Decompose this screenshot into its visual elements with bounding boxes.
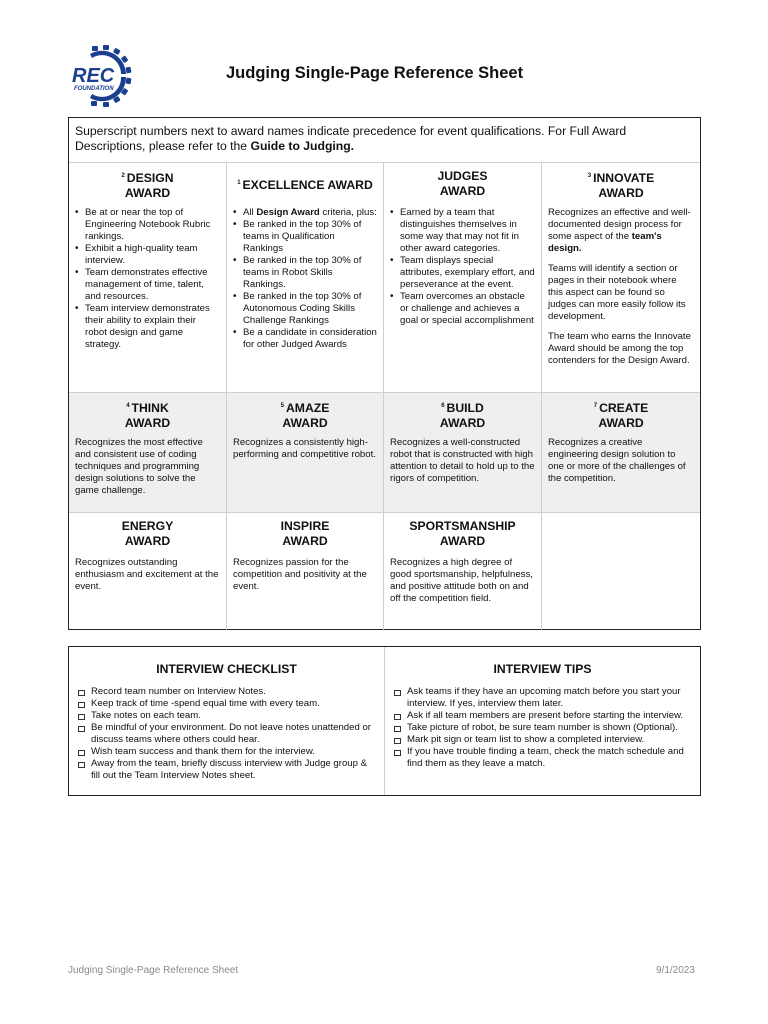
checklist-item: Away from the team, briefly discuss interview with Judge group & fill out the Team Interview Notes sheet. [77, 758, 376, 782]
tip-item: Take picture of robot, be sure team number is shown (Optional). [393, 722, 692, 734]
award-cell-innovate [542, 163, 700, 392]
award-title-think: $^4$ THINK AWARD [124, 401, 171, 430]
svg-text:FOUNDATION: FOUNDATION [74, 86, 114, 92]
interview-tips [384, 647, 700, 795]
list-item: • Be a candidate in consideration for other Judged Awards [233, 327, 377, 351]
checklist-item: Wish team success and thank them for the interview. [77, 746, 376, 758]
award-title-excellence: $^1$ EXCELLENCE AWARD [237, 178, 373, 192]
award-title-create: $^7$ CREATE AWARD [593, 401, 649, 430]
gear-logo-icon [70, 44, 136, 108]
list-item: • Team overcomes an obstacle or challenge and achieves a goal or special accomplishment [390, 291, 535, 327]
list-item: • Team displays special attributes, exemplary effort, and perseverance at the event. [390, 255, 535, 291]
build-desc: Recognizes a well-constructed robot that is constructed with high attention to detail to hold up to the rigors of competition. [390, 437, 535, 484]
create-desc: Recognizes a creative engineering design solution to one or more of the challenges of the competition. [548, 437, 686, 484]
award-cell-sportsmanship [384, 513, 542, 631]
tip-item: Ask if all team members are present before starting the interview. [393, 710, 692, 722]
innovate-desc-2: Teams will identify a section or pages in their notebook where this aspect can be found so judges can more easily follow its development. [548, 263, 686, 322]
sportsmanship-desc: Recognizes a high degree of good sportsmanship, helpfulness, and positive attitude both on and off the competition field. [390, 557, 533, 604]
award-cell-excellence [227, 163, 384, 392]
checklist-item: Record team number on Interview Notes. [77, 686, 376, 698]
page-title: Judging Single-Page Reference Sheet [226, 64, 524, 82]
award-cell-inspire [227, 513, 384, 631]
awards-table [68, 117, 701, 630]
innovate-desc-3: The team who earns the Innovate Award should be among the top contenders for the Design Award. [548, 331, 691, 366]
award-cell-think [69, 393, 227, 512]
awards-row-3 [69, 512, 700, 631]
list-item: • Be at or near the top of Engineering Notebook Rubric rankings. [75, 207, 220, 243]
interview-tips-title: INTERVIEW TIPS [493, 662, 592, 676]
award-title-amaze: $^5$ AMAZE AWARD [280, 401, 330, 430]
energy-desc: Recognizes outstanding enthusiasm and excitement at the event. [75, 557, 219, 592]
excellence-criteria-list [233, 207, 377, 351]
interview-table [68, 646, 701, 796]
tip-item: If you have trouble finding a team, check the match schedule and find them as they leave a match. [393, 746, 692, 770]
award-title-energy: ENERGY AWARD [121, 519, 174, 548]
award-cell-create [542, 393, 700, 512]
list-item: • Team interview demonstrates their ability to explain their robot design and game strategy. [75, 303, 220, 351]
judges-criteria-list [390, 207, 535, 327]
award-cell-judges [384, 163, 542, 392]
footer-date: 9/1/2023 [656, 965, 695, 976]
tips-items [393, 686, 692, 770]
award-cell-design [69, 163, 227, 392]
checklist-item: Keep track of time -spend equal time with every team. [77, 698, 376, 710]
award-title-sportsmanship: SPORTSMANSHIP AWARD [409, 519, 516, 548]
checklist-item: Take notes on each team. [77, 710, 376, 722]
intro-text: Superscript numbers next to award names indicate precedence for event qualifications. For Full Award Descriptions, please refer to the Guide to Judging. [69, 118, 700, 163]
list-item: • Team demonstrates effective management of time, talent, and resources. [75, 267, 220, 303]
checklist-item: Be mindful of your environment. Do not leave notes unattended or discuss teams where others could hear. [77, 722, 376, 746]
award-cell-energy [69, 513, 227, 631]
list-item: • Be ranked in the top 30% of Autonomous Coding Skills Challenge Rankings [233, 291, 377, 327]
design-criteria-list [75, 207, 220, 351]
guide-to-judging-ref: Guide to Judging. [250, 139, 355, 153]
award-title-inspire: INSPIRE AWARD [280, 519, 330, 548]
award-title-design: $^2$ DESIGN AWARD [121, 171, 174, 200]
list-item: • Earned by a team that distinguishes themselves in some way that may not fit in other award categories. [390, 207, 535, 255]
award-title-build: $^6$ BUILD AWARD [439, 401, 486, 430]
tip-item: Mark pit sign or team list to show a completed interview. [393, 734, 692, 746]
svg-text:REC: REC [72, 65, 115, 87]
award-cell-build [384, 393, 542, 512]
list-item: • Exhibit a high-quality team interview. [75, 243, 220, 267]
inspire-desc: Recognizes passion for the competition and positivity at the event. [233, 557, 367, 592]
think-desc: Recognizes the most effective and consistent use of coding techniques and programming design solutions to solve the game challenge. [75, 437, 203, 496]
amaze-desc: Recognizes a consistently high-performing and competitive robot. [233, 437, 376, 460]
award-title-innovate: $^3$ INNOVATE AWARD [587, 171, 655, 200]
rec-foundation-logo [70, 44, 136, 108]
footer-title: Judging Single-Page Reference Sheet [68, 965, 239, 976]
awards-row-1 [69, 163, 700, 392]
interview-checklist [69, 647, 384, 795]
award-cell-amaze [227, 393, 384, 512]
list-item: • Be ranked in the top 30% of teams in Robot Skills Rankings. [233, 255, 377, 291]
innovate-desc-1: Recognizes an effective and well-documented design process for some aspect of the team's design. [548, 207, 691, 254]
award-title-judges: JUDGES AWARD [437, 169, 488, 198]
interview-checklist-title: INTERVIEW CHECKLIST [156, 662, 297, 676]
list-item: • All Design Award criteria, plus: [233, 207, 377, 219]
checklist-items [77, 686, 376, 782]
awards-row-2 [69, 392, 700, 512]
tip-item: Ask teams if they have an upcoming match before you start your interview. If yes, interview them later. [393, 686, 692, 710]
award-cell-empty [542, 513, 700, 631]
list-item: • Be ranked in the top 30% of teams in Qualification Rankings [233, 219, 377, 255]
